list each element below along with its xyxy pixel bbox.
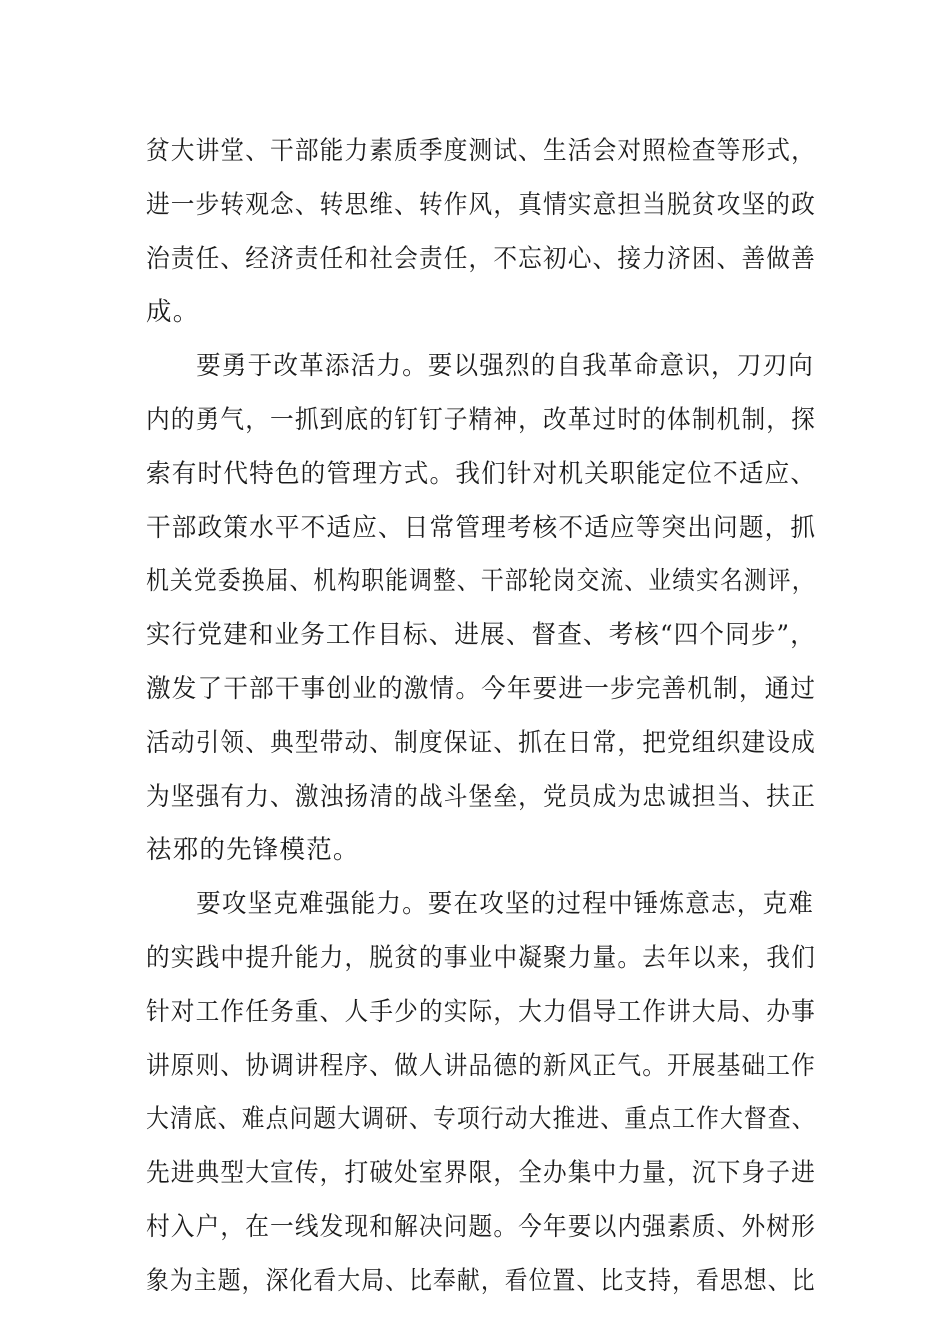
text-line: 祛邪的先锋模范。 bbox=[146, 835, 360, 866]
text-line: 内的勇气，一抓到底的钉钉子精神，改革过时的体制机制，探 bbox=[146, 404, 816, 435]
paragraph-first-line: 要勇于改革添活力。要以强烈的自我革命意识，刀刃向 bbox=[196, 351, 814, 382]
text-line: 的实践中提升能力，脱贫的事业中凝聚力量。去年以来，我们 bbox=[146, 942, 816, 973]
text-line: 村入户，在一线发现和解决问题。今年要以内强素质、外树形 bbox=[146, 1211, 816, 1242]
text-line: 干部政策水平不适应、日常管理考核不适应等突出问题，抓 bbox=[146, 512, 817, 543]
text-line: 激发了干部干事创业的激情。今年要进一步完善机制，通过 bbox=[146, 673, 817, 704]
text-line: 针对工作任务重、人手少的实际，大力倡导工作讲大局、办事 bbox=[146, 996, 816, 1027]
text-line: 象为主题，深化看大局、比奉献，看位置、比支持，看思想、比 bbox=[146, 1265, 816, 1296]
text-line: 讲原则、协调讲程序、做人讲品德的新风正气。开展基础工作 bbox=[146, 1050, 816, 1081]
text-line: 为坚强有力、激浊扬清的战斗堡垒，党员成为忠诚担当、扶正 bbox=[146, 781, 816, 812]
text-line: 先进典型大宣传，打破处室界限，全办集中力量，沉下身子进 bbox=[146, 1158, 816, 1189]
text-line: 成。 bbox=[146, 297, 200, 328]
text-line: 索有时代特色的管理方式。我们针对机关职能定位不适应、 bbox=[146, 458, 817, 489]
text-line: 实行党建和业务工作目标、进展、督查、考核“四个同步”， bbox=[146, 620, 816, 651]
text-line: 大清底、难点问题大调研、专项行动大推进、重点工作大督查、 bbox=[146, 1104, 816, 1135]
text-line: 治责任、经济责任和社会责任，不忘初心、接力济困、善做善 bbox=[146, 243, 816, 274]
text-line: 活动引领、典型带动、制度保证、抓在日常，把党组织建设成 bbox=[146, 727, 816, 758]
document-body bbox=[146, 125, 816, 1309]
text-line: 进一步转观念、转思维、转作风，真情实意担当脱贫攻坚的政 bbox=[146, 189, 816, 220]
text-line: 机关党委换届、机构职能调整、干部轮岗交流、业绩实名测评， bbox=[146, 566, 816, 597]
paragraph-first-line: 要攻坚克难强能力。要在攻坚的过程中锤炼意志，克难 bbox=[196, 889, 814, 920]
text-line: 贫大讲堂、干部能力素质季度测试、生活会对照检查等形式， bbox=[146, 136, 816, 166]
